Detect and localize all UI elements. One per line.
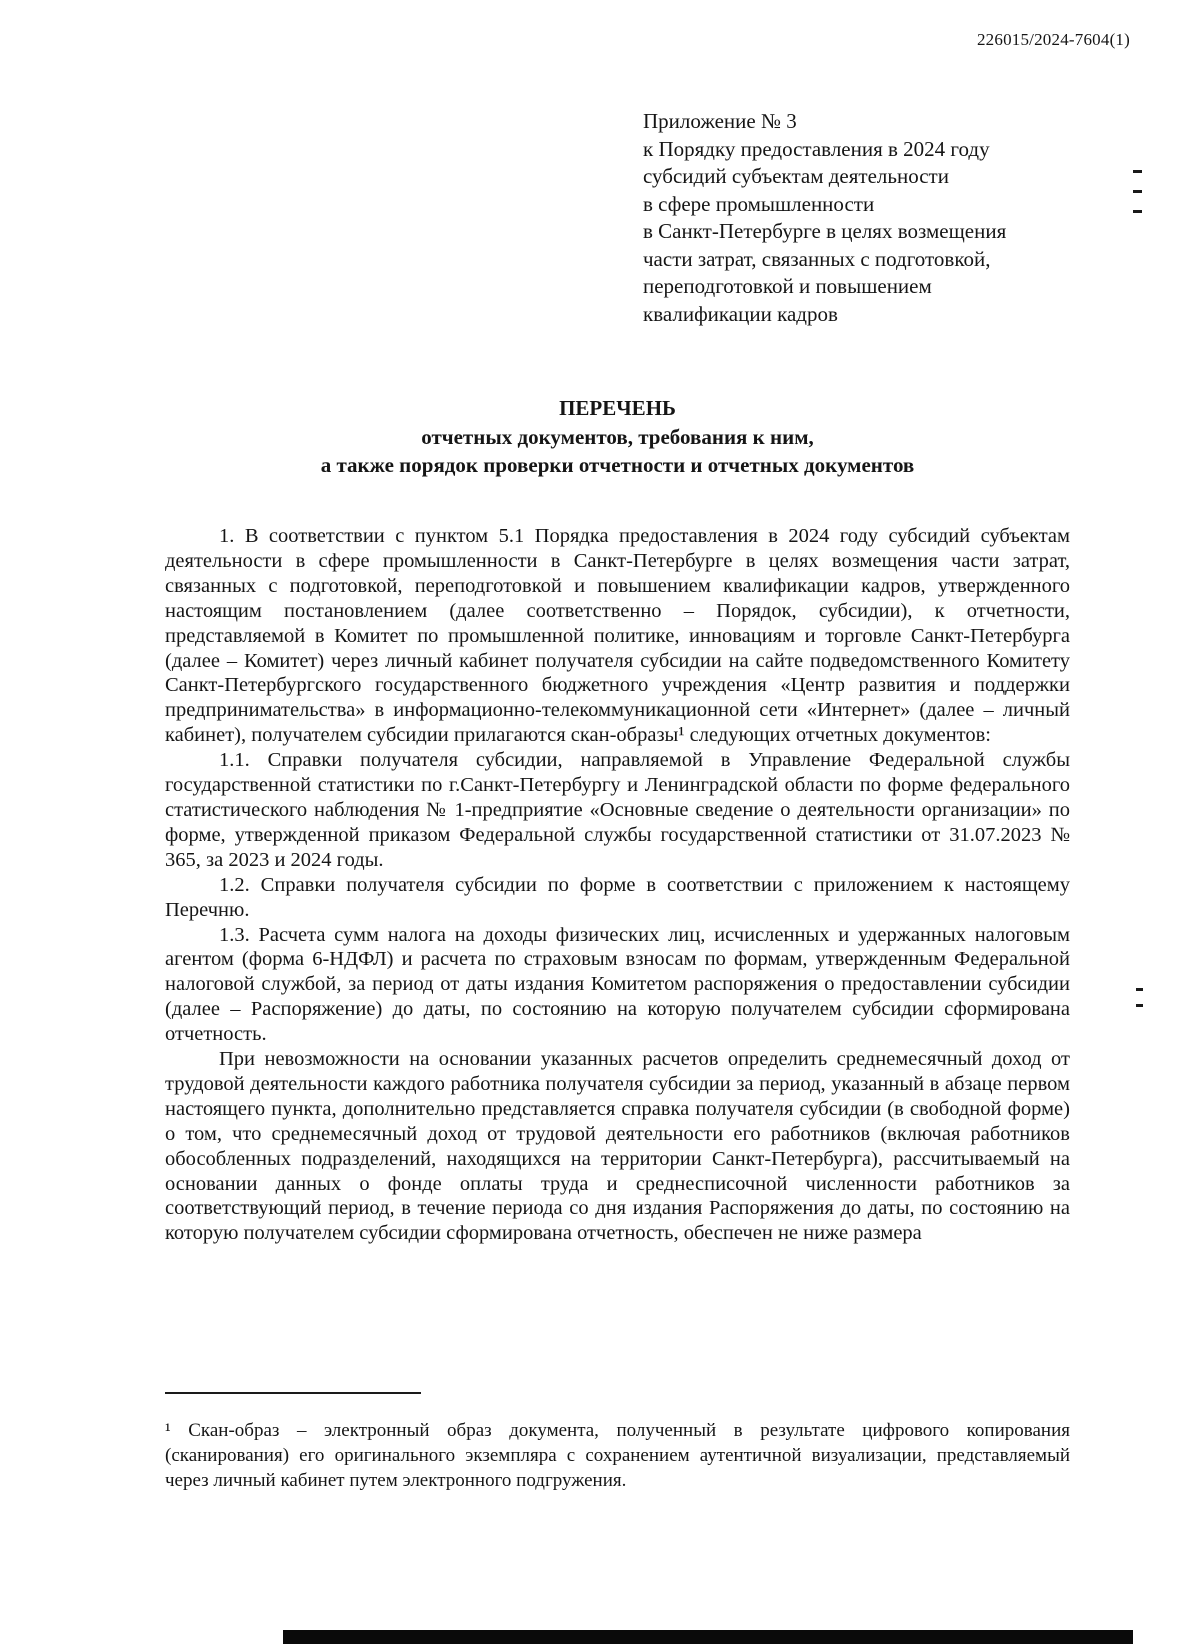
scan-artifact-mark: [1133, 190, 1142, 193]
scan-artifact-mark: [1133, 210, 1142, 213]
scan-artifact-mark: [1136, 988, 1143, 991]
appendix-line: в сфере промышленности: [643, 191, 875, 216]
document-title: [165, 394, 1070, 480]
appendix-line: квалификации кадров: [643, 301, 838, 326]
paragraph-1-2: 1.2. Справки получателя субсидии по форме в соответствии с приложением к настоящему Перечню.: [165, 873, 1070, 921]
paragraph-1-3: 1.3. Расчета сумм налога на доходы физических лиц, исчисленных и удержанных налоговым агентом (форма 6-НДФЛ) и расчета по страховым взносам по формам, утвержденным Федеральной налоговой службой, за период от даты издания Комитетом распоряжения о предоставлении субсидии (далее – Распоряжение) до даты, по состоянию на которую получателем субсидии сформирована отчетность.: [165, 923, 1070, 1046]
appendix-line: к Порядку предоставления в 2024 году: [643, 136, 990, 161]
scan-artifact-mark: [1136, 1004, 1143, 1007]
appendix-header: [643, 108, 1073, 328]
appendix-line: субсидий субъектам деятельности: [643, 164, 949, 188]
appendix-line: Приложение № 3: [643, 109, 797, 133]
title-line-3: а также порядок проверки отчетности и отчетных документов: [320, 453, 915, 477]
appendix-line: в Санкт-Петербурге в целях возмещения: [643, 219, 1007, 243]
appendix-line: переподготовкой и повышением: [643, 274, 932, 298]
appendix-line: части затрат, связанных с подготовкой,: [643, 246, 991, 271]
scan-artifact-bottom-bar: [283, 1630, 1133, 1644]
document-registration-number: 226015/2024-7604(1): [976, 30, 1130, 49]
paragraph-1-1: 1.1. Справки получателя субсидии, направляемой в Управление Федеральной службы государственной статистики по г.Санкт-Петербургу и Ленинградской области по форме федерального статистического наблюдения № 1-предприятие «Основные сведение о деятельности организации» по форме, утвержденной приказом Федеральной службы государственной статистики от 31.07.2023 № 365, за 2023 и 2024 годы.: [165, 749, 1070, 871]
footnote-text: ¹ Скан-образ – электронный образ документа, полученный в результате цифрового копирования (сканирования) его оригинального экземпляра с сохранением аутентичной визуализации, представляемый через личный кабинет путем электронного подгружения.: [165, 1420, 1070, 1491]
title-line-2: отчетных документов, требования к ним,: [421, 424, 814, 449]
scan-artifact-mark: [1133, 170, 1142, 173]
footnote-separator: [165, 1392, 421, 1394]
title-line-1: ПЕРЕЧЕНЬ: [559, 396, 676, 420]
paragraph-1: 1. В соответствии с пунктом 5.1 Порядка предоставления в 2024 году субсидий субъектам деятельности в сфере промышленности в Санкт-Петербурге в целях возмещения части затрат, связанных с подготовкой, переподготовкой и повышением квалификации кадров, утвержденного настоящим постановлением (далее соответственно – Порядок, субсидии), к отчетности, представляемой в Комитет по промышленной политике, инновациям и торговле Санкт-Петербурга (далее – Комитет) через личный кабинет получателя субсидии на сайте подведомственного Комитету Санкт-Петербургского государственного бюджетного учреждения «Центр развития и поддержки предпринимательства» в информационно-телекоммуникационной сети «Интернет» (далее – личный кабинет), получателем субсидии прилагаются скан-образы¹ следующих отчетных документов:: [165, 525, 1070, 747]
paragraph-unnumbered: При невозможности на основании указанных расчетов определить среднемесячный доход от трудовой деятельности каждого работника получателя субсидии за период, указанный в абзаце первом настоящего пункта, дополнительно представляется справка получателя субсидии (в свободной форме) о том, что среднемесячный доход от трудовой деятельности его работников (включая работников обособленных подразделений, находящихся на территории Санкт-Петербурга), рассчитываемый на основании данных о фонде оплаты труда и среднесписочной численности работников за соответствующий период, в течение периода со дня издания Распоряжения до даты, по состоянию на которую получателем субсидии сформирована отчетность, обеспечен не ниже размера: [165, 1048, 1070, 1245]
document-body: [165, 524, 1070, 1246]
